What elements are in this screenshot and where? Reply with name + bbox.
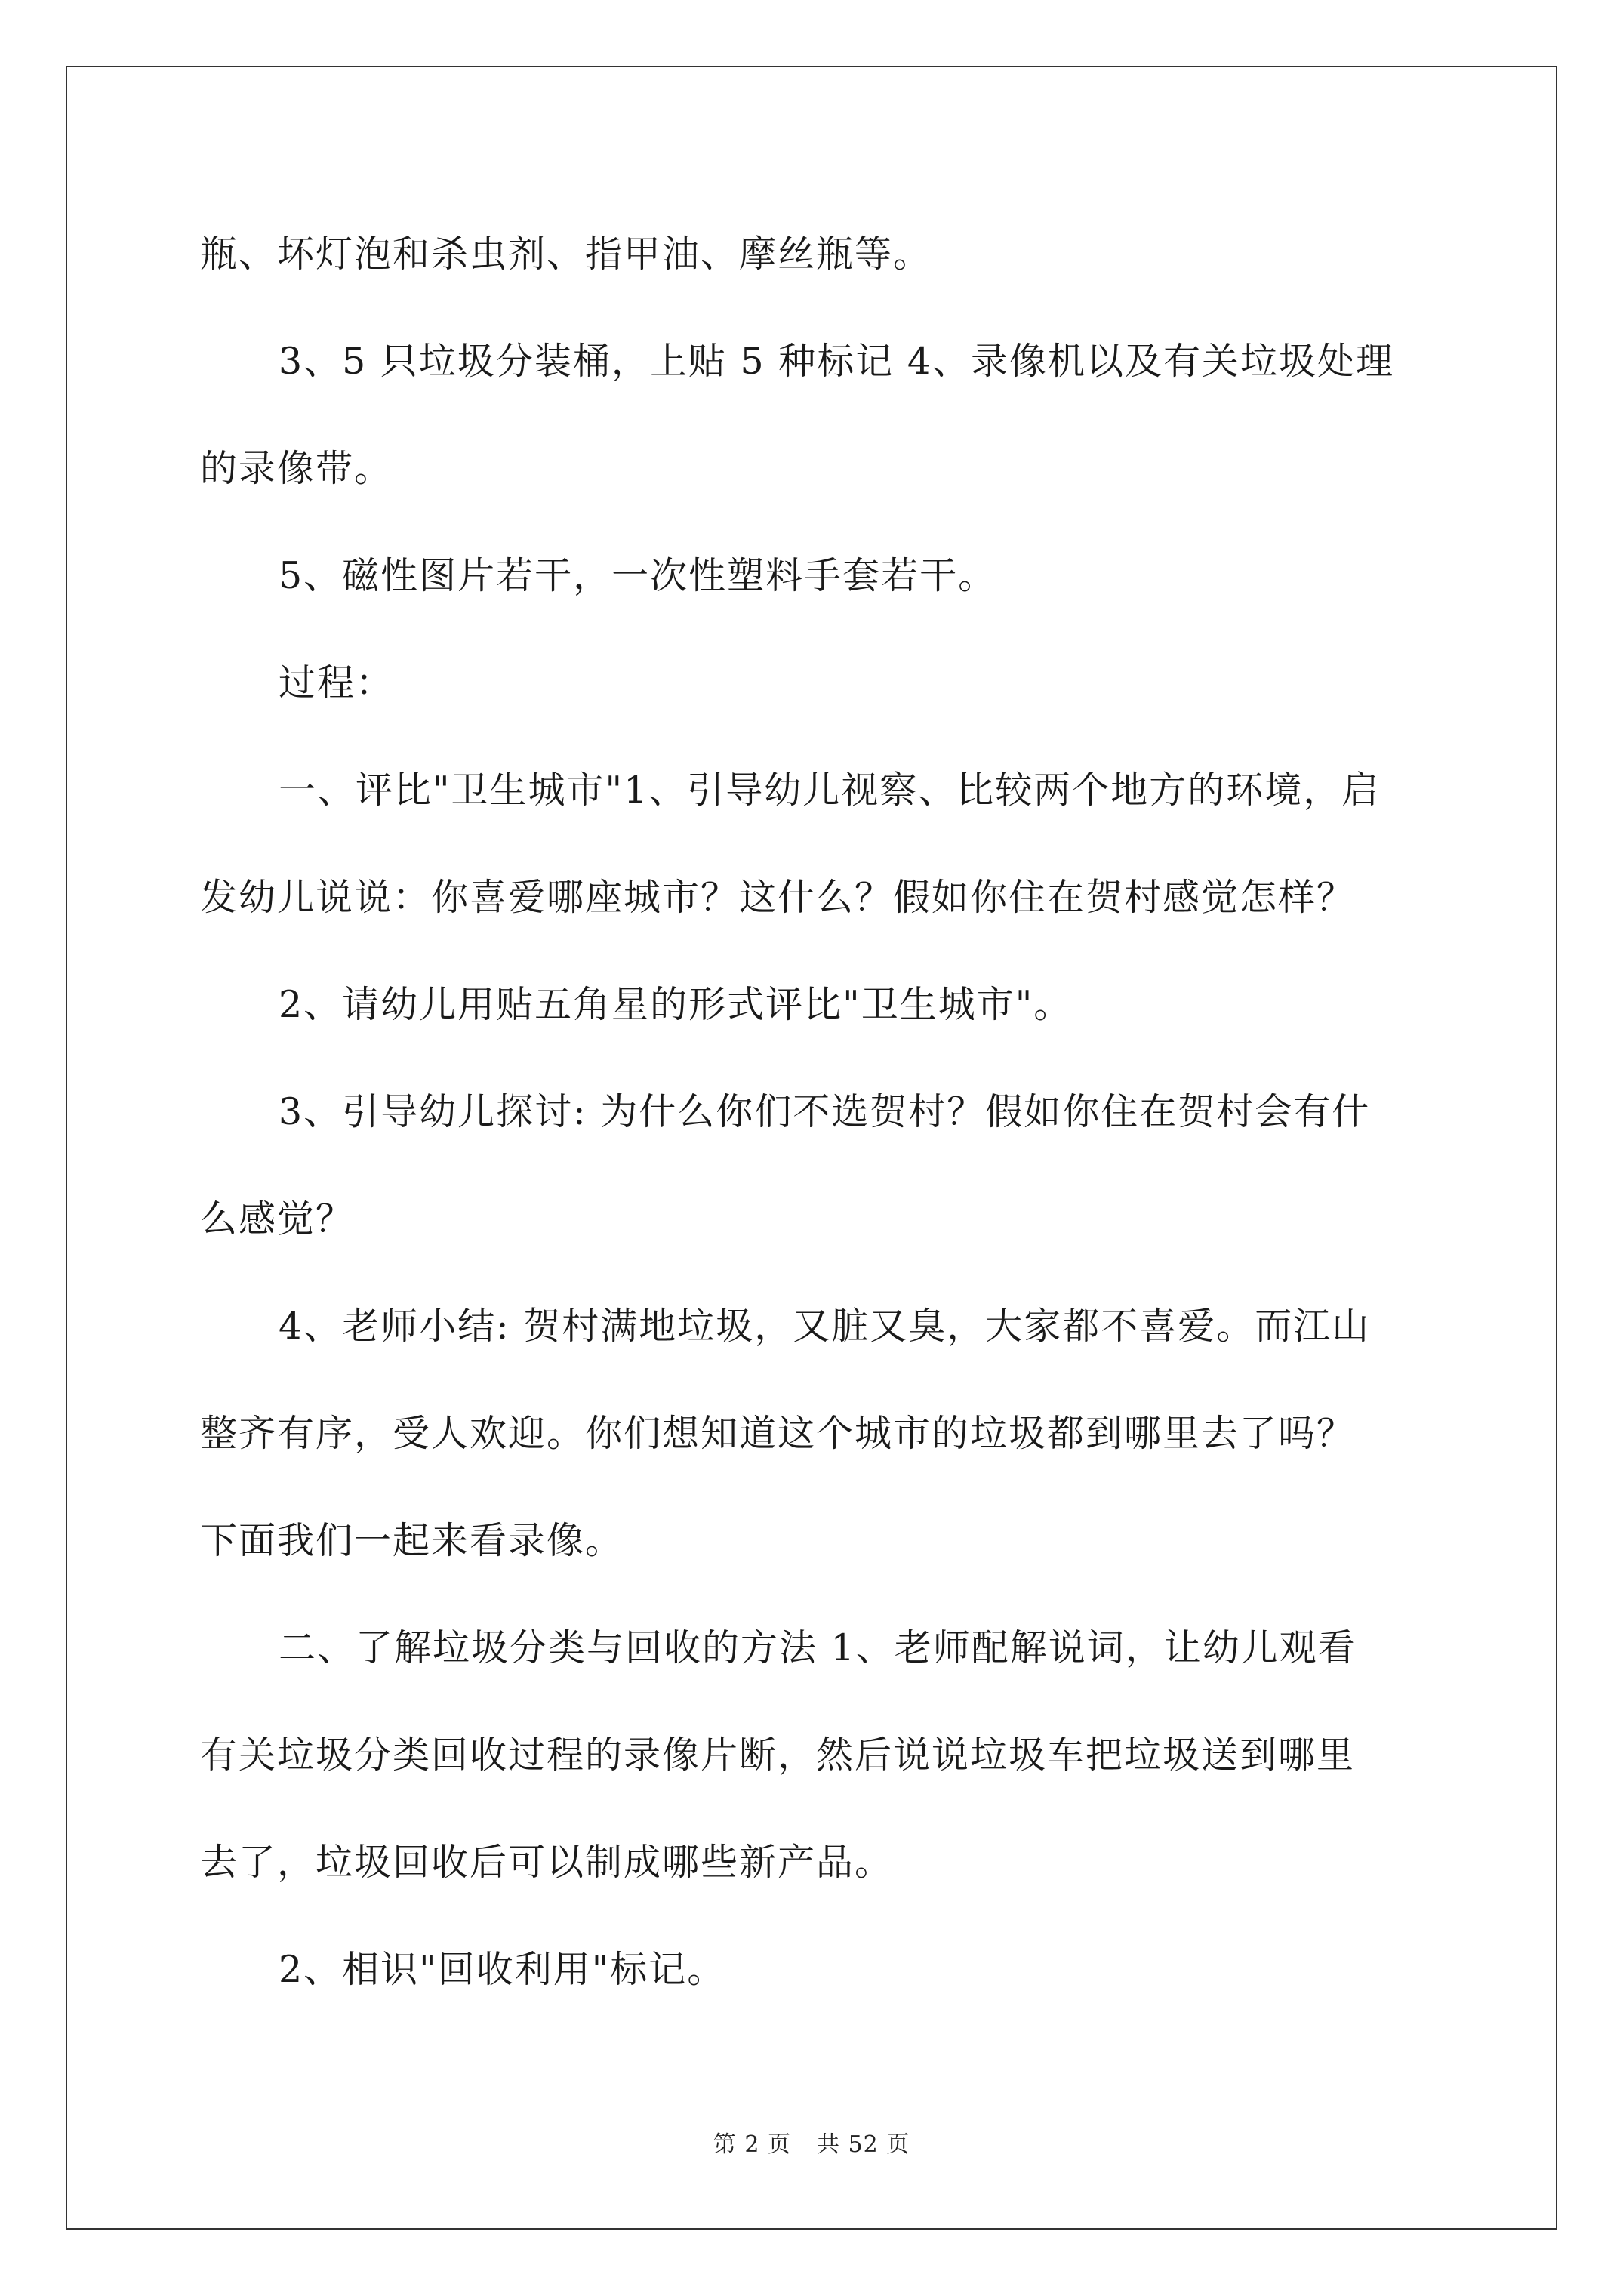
body-line: 一、评比"卫生城市"1、引导幼儿视察、比较两个地方的环境，启 — [279, 769, 1381, 812]
page-number: 第 2 页 — [713, 2131, 791, 2158]
body-line: 2、请幼儿用贴五角星的形式评比"卫生城市"。 — [279, 983, 1073, 1026]
body-line: 的录像带。 — [200, 447, 393, 490]
body-line: 5、磁性图片若干，一次性塑料手套若干。 — [279, 554, 997, 597]
body-line: 瓶、坏灯泡和杀虫剂、指甲油、摩丝瓶等。 — [200, 233, 932, 276]
page-total: 共 52 页 — [816, 2131, 910, 2158]
body-line: 有关垃圾分类回收过程的录像片断，然后说说垃圾车把垃圾送到哪里 — [200, 1734, 1356, 1777]
body-line: 二、了解垃圾分类与回收的方法 1、老师配解说词，让幼儿观看 — [279, 1626, 1357, 1669]
body-line: 3、5 只垃圾分装桶，上贴 5 种标记 4、录像机以及有关垃圾处理 — [279, 340, 1395, 383]
body-line: 么感觉？ — [200, 1197, 355, 1240]
body-line: 下面我们一起来看录像。 — [200, 1519, 624, 1562]
body-line: 4、老师小结: 贺村满地垃圾，又脏又臭，大家都不喜爱。而江山 — [279, 1305, 1371, 1348]
page-footer — [0, 2125, 1623, 2159]
body-line: 2、相识"回收利用"标记。 — [279, 1948, 726, 1991]
body-line: 去了，垃圾回收后可以制成哪些新产品。 — [200, 1841, 894, 1884]
body-line: 整齐有序，受人欢迎。你们想知道这个城市的垃圾都到哪里去了吗？ — [200, 1412, 1356, 1455]
section-heading: 过程： — [279, 661, 395, 704]
body-line: 发幼儿说说：你喜爱哪座城市？这什么？假如你住在贺村感觉怎样？ — [200, 876, 1356, 919]
body-line: 3、引导幼儿探讨: 为什么你们不选贺村？假如你住在贺村会有什 — [279, 1090, 1371, 1133]
